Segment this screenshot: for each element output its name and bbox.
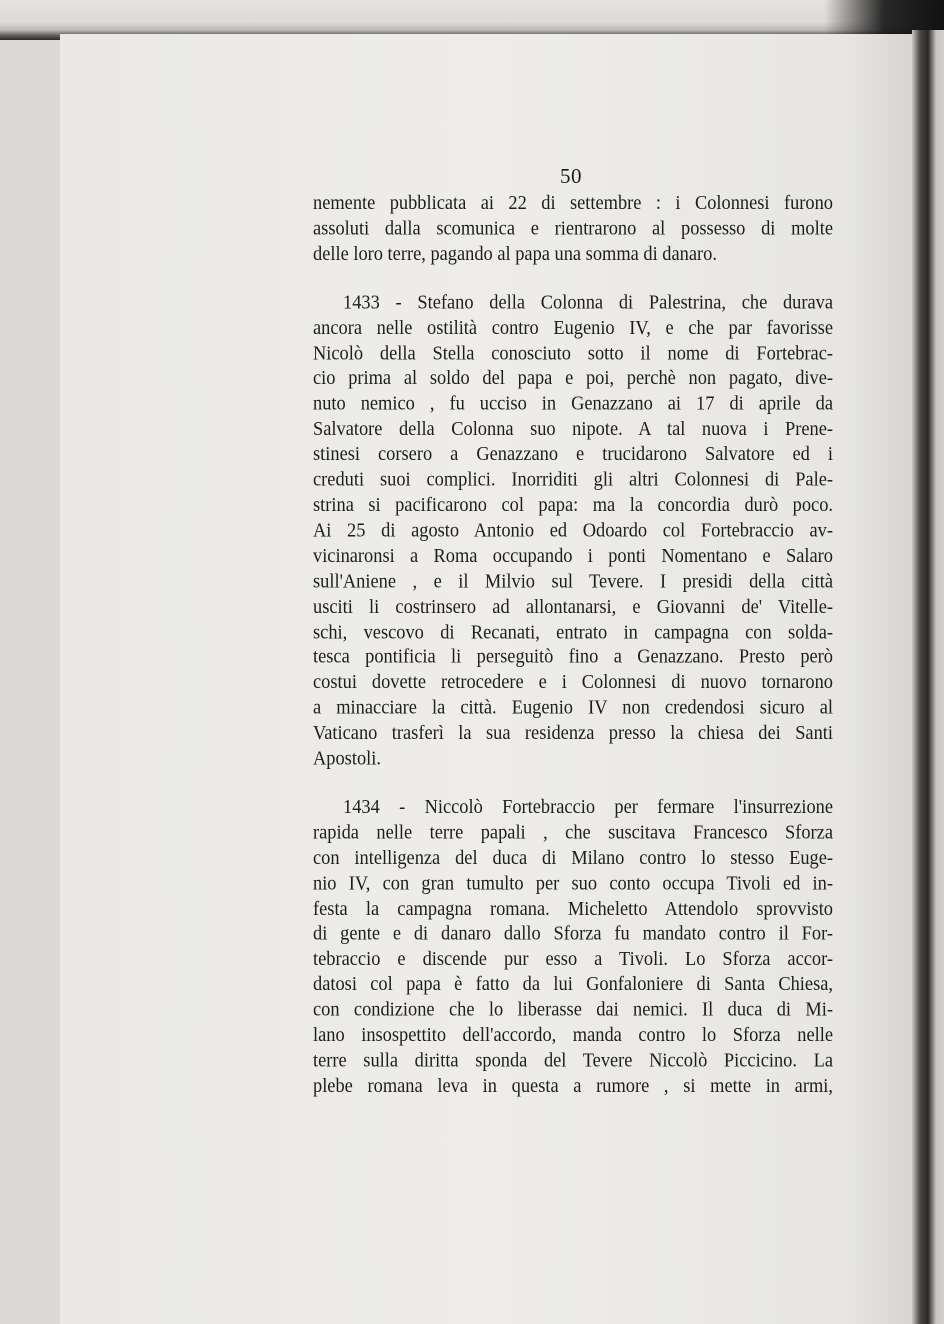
text-line: Nicolò della Stella conosciuto sotto il nome di Fortebrac-: [313, 342, 833, 364]
text-line: festa la campagna romana. Micheletto Attendolo sprovvisto: [313, 897, 833, 919]
text-line: nemente pubblicata ai 22 di settembre : i Colonnesi furono: [313, 192, 833, 214]
text-line: di gente e di danaro dallo Sforza fu mandato contro il For-: [313, 922, 833, 945]
text-line: nio IV, con gran tumulto per suo conto occupa Tivoli ed in-: [313, 872, 833, 894]
text-line: rapida nelle terre papali , che suscitava Francesco Sforza: [313, 821, 833, 843]
text-line: Apostoli.: [313, 747, 381, 769]
text-line: con intelligenza del duca di Milano contro lo stesso Euge-: [313, 846, 833, 869]
text-line: cio prima al soldo del papa e poi, perchè non pagato, dive-: [313, 367, 833, 389]
text-line: sull'Aniene , e il Milvio sul Tevere. I presidi della città: [313, 570, 833, 592]
text-line: usciti li costrinsero ad allontanarsi, e Giovanni de' Vitelle-: [313, 595, 833, 617]
text-line: 1434 - Niccolò Fortebraccio per fermare l'insurrezione: [343, 796, 833, 818]
text-line: tebraccio e discende pur esso a Tivoli. Lo Sforza accor-: [313, 948, 833, 970]
text-line: strina si pacificarono col papa: ma la concordia durò poco.: [313, 494, 833, 516]
text-line: tesca pontificia li perseguitò fino a Genazzano. Presto però: [313, 646, 833, 668]
text-line: creduti suoi complici. Inorriditi gli altri Colonnesi di Pale-: [313, 468, 833, 490]
text-line: ancora nelle ostilità contro Eugenio IV, e che par favorisse: [313, 316, 833, 338]
text-line: delle loro terre, pagando al papa una somma di danaro.: [313, 242, 717, 264]
text-line: lano insospettito dell'accordo, manda contro lo Sforza nelle: [313, 1024, 833, 1046]
text-line: Salvatore della Colonna suo nipote. A tal nuova i Prene-: [313, 418, 833, 440]
text-line: plebe romana leva in questa a rumore , si mette in armi,: [313, 1074, 833, 1097]
paragraph-1: [313, 191, 833, 267]
text-line: nuto nemico , fu ucciso in Genazzano ai 17 di aprile da: [313, 392, 833, 414]
paragraph-1433: [313, 290, 833, 771]
text-line: 1433 - Stefano della Colonna di Palestrina, che durava: [343, 291, 833, 313]
body-text: [313, 191, 833, 1099]
text-line: schi, vescovo di Recanati, entrato in campagna con solda-: [313, 620, 833, 643]
text-line: assoluti dalla scomunica e rientrarono al possesso di molte: [313, 217, 833, 239]
text-line: Ai 25 di agosto Antonio ed Odoardo col Fortebraccio av-: [313, 519, 833, 541]
page-number: 50: [560, 164, 582, 188]
text-line: stinesi corsero a Genazzano e trucidarono Salvatore ed i: [313, 443, 833, 465]
text-line: vicinaronsi a Roma occupando i ponti Nomentano e Salaro: [313, 544, 833, 567]
paragraph-1434: [313, 795, 833, 1099]
text-line: costui dovette retrocedere e i Colonnesi di nuovo tornarono: [313, 671, 833, 693]
text-line: Vaticano trasferì la sua residenza presso la chiesa dei Santi: [313, 722, 833, 744]
text-line: terre sulla diritta sponda del Tevere Niccolò Piccicino. La: [313, 1049, 833, 1071]
text-line: a minacciare la città. Eugenio IV non credendosi sicuro al: [313, 696, 833, 719]
text-line: con condizione che lo liberasse dai nemici. Il duca di Mi-: [313, 998, 833, 1021]
text-line: datosi col papa è fatto da lui Gonfaloniere di Santa Chiesa,: [313, 973, 833, 995]
page-gutter: [912, 30, 944, 1324]
